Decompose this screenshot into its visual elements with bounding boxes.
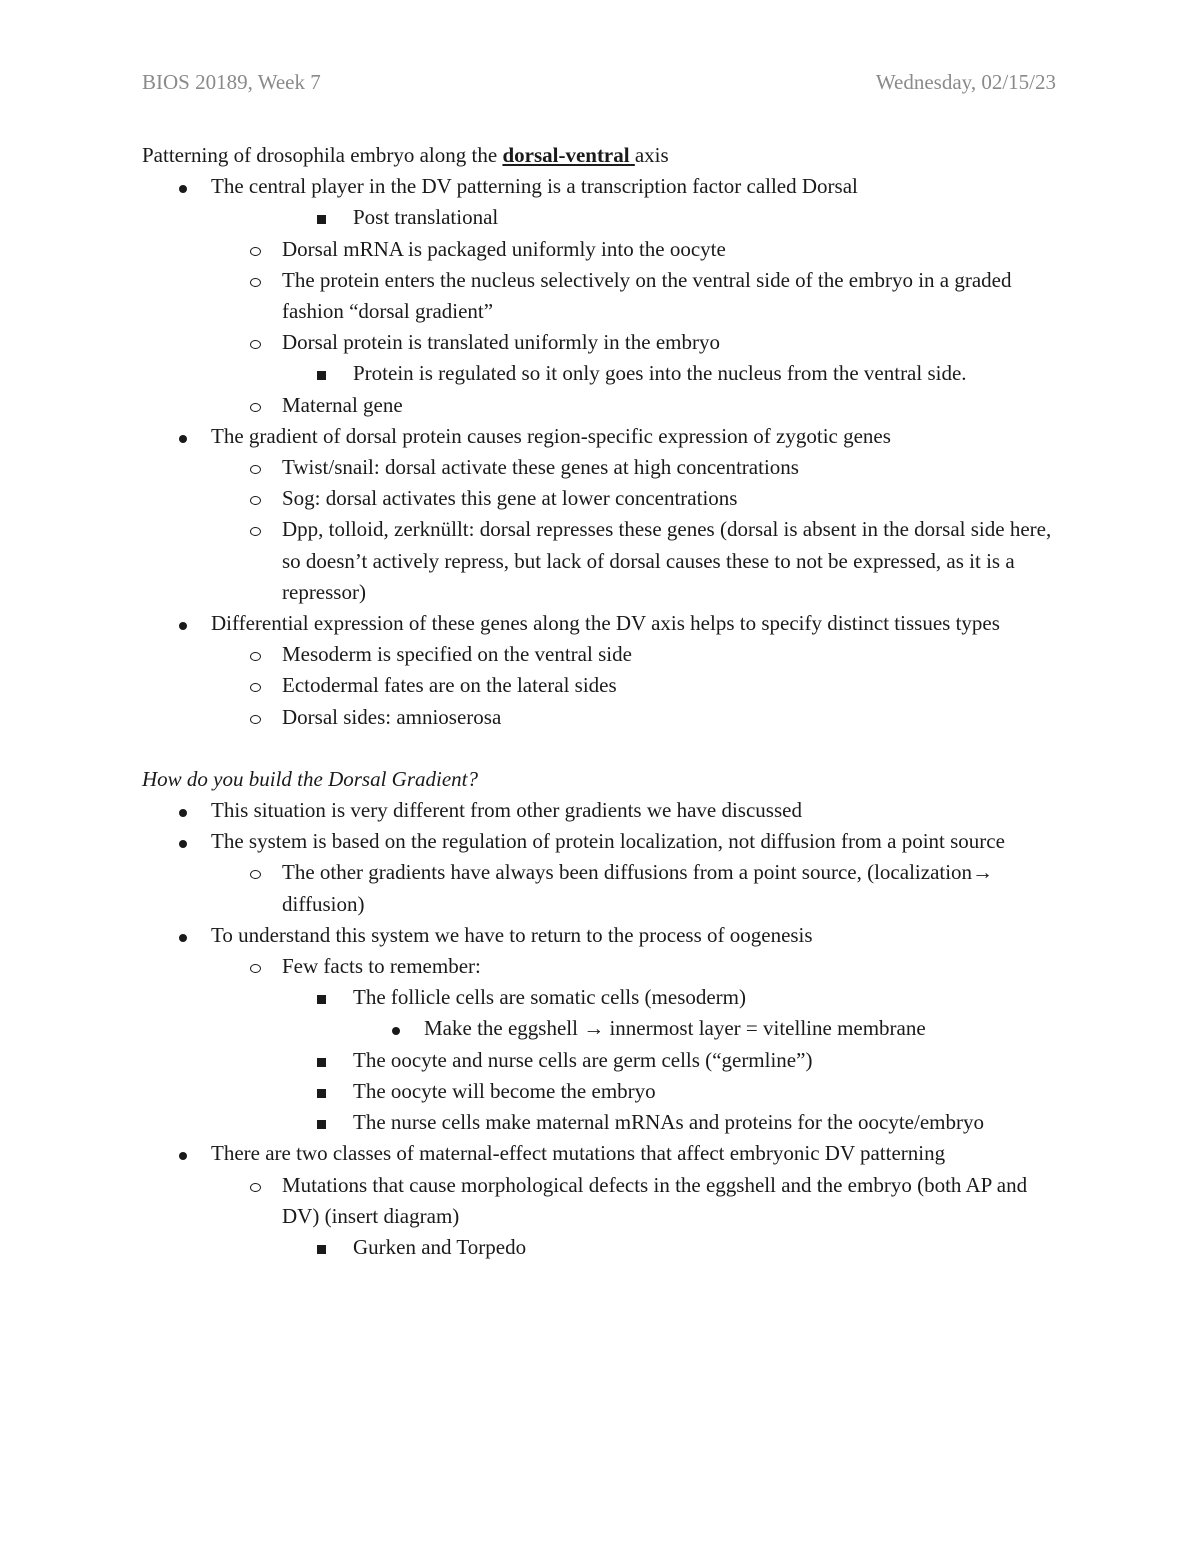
list-item: Dpp, tolloid, zerknüllt: dorsal represses these genes (dorsal is absent in the dorsal side here, so doesn’t actively repress, but lack of dorsal causes these to not be expressed, as it is a repressor) xyxy=(142,514,1062,608)
course-week-label: BIOS 20189, Week 7 xyxy=(142,70,321,94)
list-item: Post translational xyxy=(142,202,1062,233)
list-item: There are two classes of maternal-effect mutations that affect embryonic DV patterning xyxy=(142,1138,1062,1169)
page-header xyxy=(142,70,1056,104)
notes-body xyxy=(142,140,1062,1263)
list-item: The system is based on the regulation of protein localization, not diffusion from a point source xyxy=(142,826,1062,857)
circle-bullet-icon xyxy=(250,265,261,296)
list-item: The oocyte will become the embryo xyxy=(142,1076,1062,1107)
square-bullet-icon xyxy=(317,1107,326,1138)
list-item: The nurse cells make maternal mRNAs and proteins for the oocyte/embryo xyxy=(142,1107,1062,1138)
list-item: To understand this system we have to return to the process of oogenesis xyxy=(142,920,1062,951)
square-bullet-icon xyxy=(317,1076,326,1107)
list-item: Make the eggshell → innermost layer = vitelline membrane xyxy=(142,1013,1062,1044)
list-item: Mesoderm is specified on the ventral side xyxy=(142,639,1062,670)
bullet-icon xyxy=(179,1138,187,1169)
bullet-icon xyxy=(179,920,187,951)
circle-bullet-icon xyxy=(250,452,261,483)
circle-bullet-icon xyxy=(250,327,261,358)
title-text-end: axis xyxy=(634,143,669,167)
list-item: The gradient of dorsal protein causes region-specific expression of zygotic genes xyxy=(142,421,1062,452)
title-bold-term: dorsal-ventral xyxy=(502,143,635,167)
section-title-dorsal-gradient: How do you build the Dorsal Gradient? xyxy=(142,766,478,791)
circle-bullet-icon xyxy=(250,483,261,514)
circle-bullet-icon xyxy=(250,857,261,888)
circle-bullet-icon xyxy=(250,390,261,421)
list-item: The oocyte and nurse cells are germ cells (“germline”) xyxy=(142,1045,1062,1076)
date-label: Wednesday, 02/15/23 xyxy=(875,70,1056,94)
list-item: This situation is very different from other gradients we have discussed xyxy=(142,795,1062,826)
list-item: Dorsal mRNA is packaged uniformly into the oocyte xyxy=(142,234,1062,265)
list-item: Dorsal sides: amnioserosa xyxy=(142,702,1062,733)
bullet-icon xyxy=(179,421,187,452)
list-item: The follicle cells are somatic cells (mesoderm) xyxy=(142,982,1062,1013)
bullet-icon xyxy=(179,608,187,639)
square-bullet-icon xyxy=(317,1232,326,1263)
square-bullet-icon xyxy=(317,1045,326,1076)
title-text: Patterning of drosophila embryo along the xyxy=(142,143,503,167)
list-item: The protein enters the nucleus selectively on the ventral side of the embryo in a graded fashion “dorsal gradient” xyxy=(142,265,1062,327)
bullet-icon xyxy=(179,795,187,826)
list-item: Maternal gene xyxy=(142,390,1062,421)
circle-bullet-icon xyxy=(250,234,261,265)
list-item: Protein is regulated so it only goes into the nucleus from the ventral side. xyxy=(142,358,1062,389)
list-item: Differential expression of these genes along the DV axis helps to specify distinct tissues types xyxy=(142,608,1062,639)
list-item: Twist/snail: dorsal activate these genes at high concentrations xyxy=(142,452,1062,483)
paragraph-spacer xyxy=(142,733,1062,764)
list-item: Gurken and Torpedo xyxy=(142,1232,1062,1263)
circle-bullet-icon xyxy=(250,951,261,982)
list-item: Mutations that cause morphological defects in the eggshell and the embryo (both AP and DV) (insert diagram) xyxy=(142,1170,1062,1232)
list-item: Ectodermal fates are on the lateral sides xyxy=(142,670,1062,701)
section-title-dv-axis xyxy=(142,140,1062,171)
list-item: The central player in the DV patterning is a transcription factor called Dorsal xyxy=(142,171,1062,202)
circle-bullet-icon xyxy=(250,702,261,733)
circle-bullet-icon xyxy=(250,1170,261,1201)
bullet-icon xyxy=(392,1013,400,1044)
list-item: Few facts to remember: xyxy=(142,951,1062,982)
circle-bullet-icon xyxy=(250,670,261,701)
list-item: The other gradients have always been diffusions from a point source, (localization→ diffusion) xyxy=(142,857,1062,919)
square-bullet-icon xyxy=(317,982,326,1013)
square-bullet-icon xyxy=(317,358,326,389)
list-item: Dorsal protein is translated uniformly in the embryo xyxy=(142,327,1062,358)
list-item: Sog: dorsal activates this gene at lower concentrations xyxy=(142,483,1062,514)
bullet-icon xyxy=(179,171,187,202)
circle-bullet-icon xyxy=(250,639,261,670)
circle-bullet-icon xyxy=(250,514,261,545)
square-bullet-icon xyxy=(317,202,326,233)
bullet-icon xyxy=(179,826,187,857)
